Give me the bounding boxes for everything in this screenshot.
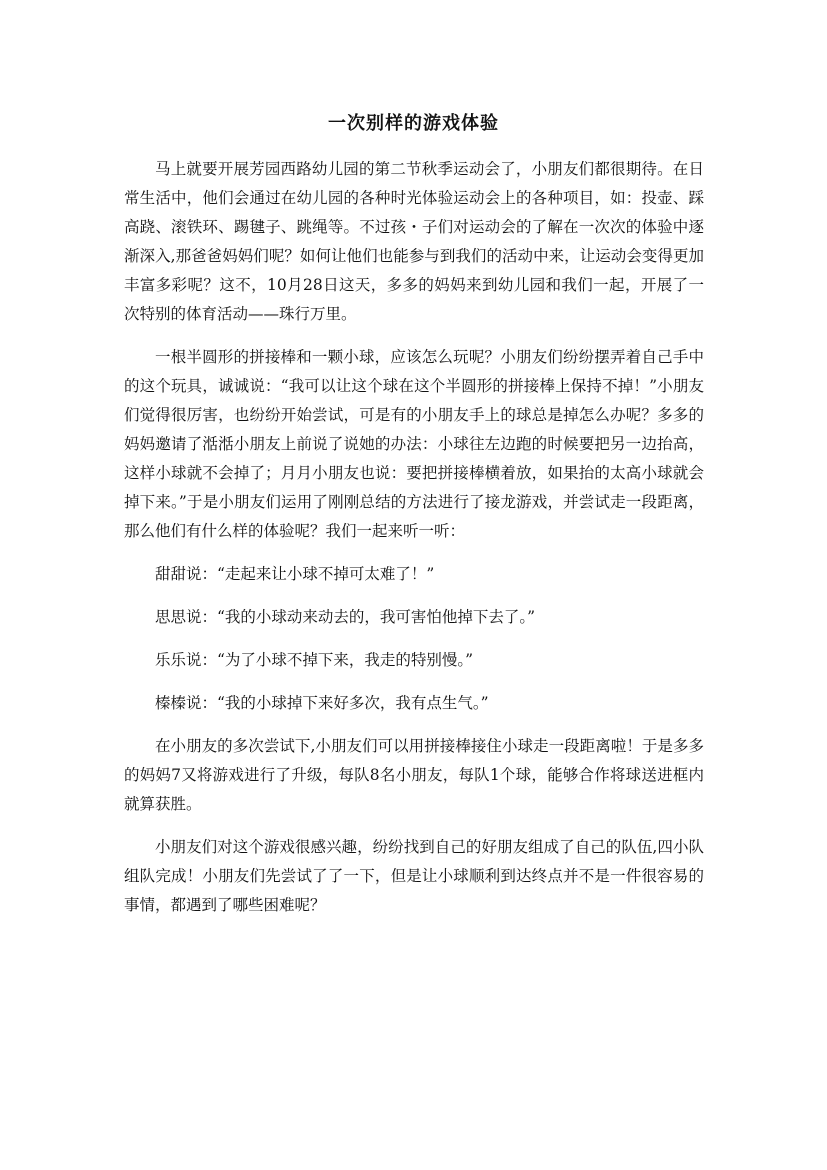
paragraph-quote-lele: 乐乐说：“为了小球不掉下来，我走的特别慢。” <box>155 651 474 669</box>
paragraph-quote-tiantian: 甜甜说：“走起来让小球不掉可太难了！” <box>155 565 435 583</box>
document-body <box>124 155 704 934</box>
paragraph-teams: 小朋友们对这个游戏很感兴趣，纷纷找到自己的好朋友组成了自己的队伍,四小队组队完成！小朋友们先尝试了了一下，但是让小球顺利到达终点并不是一件很容易的事情，都遇到了哪些困难呢？ <box>124 838 704 914</box>
document-title: 一次别样的游戏体验 <box>328 113 499 134</box>
paragraph-intro: 马上就要开展芳园西路幼儿园的第二节秋季运动会了，小朋友们都很期待。在日常生活中，他们会通过在幼儿园的各种时光体验运动会上的各种项目，如：投壶、踩高跷、滚铁环、踢毽子、跳绳等。不过孩・子们对运动会的了解在一次次的体验中逐渐深入,那爸爸妈妈们呢？如何让他们也能参与到我们的活动中来，让运动会变得更加丰富多彩呢？这不，10月28日这天，多多的妈妈来到幼儿园和我们一起，开展了一次特别的体育活动——珠行万里。 <box>124 160 704 323</box>
paragraph-upgrade: 在小朋友的多次尝试下,小朋友们可以用拼接棒接住小球走一段距离啦！于是多多的妈妈7又将游戏进行了升级，每队8名小朋友，每队1个球，能够合作将球送进框内就算获胜。 <box>124 737 704 813</box>
paragraph-quote-sisi: 思思说：“我的小球动来动去的，我可害怕他掉下去了。” <box>155 608 536 626</box>
paragraph-quote-zhenzhen: 榛榛说：“我的小球掉下来好多次，我有点生气。” <box>155 694 489 712</box>
paragraph-activity: 一根半圆形的拼接棒和一颗小球，应该怎么玩呢？小朋友们纷纷摆弄着自己手中的这个玩具，诚诚说：“我可以让这个球在这个半圆形的拼接棒上保持不掉！”小朋友们觉得很厉害，也纷纷开始尝试，可是有的小朋友手上的球总是掉怎么办呢？多多的妈妈邀请了湉湉小朋友上前说了说她的办法：小球往左边跑的时候要把另一边抬高，这样小球就不会掉了；月月小朋友也说：要把拼接棒横着放，如果抬的太高小球就会掉下来。”于是小朋友们运用了刚刚总结的方法进行了接龙游戏，并尝试走一段距离，那么他们有什么样的体验呢？我们一起来听一听： <box>124 348 704 540</box>
